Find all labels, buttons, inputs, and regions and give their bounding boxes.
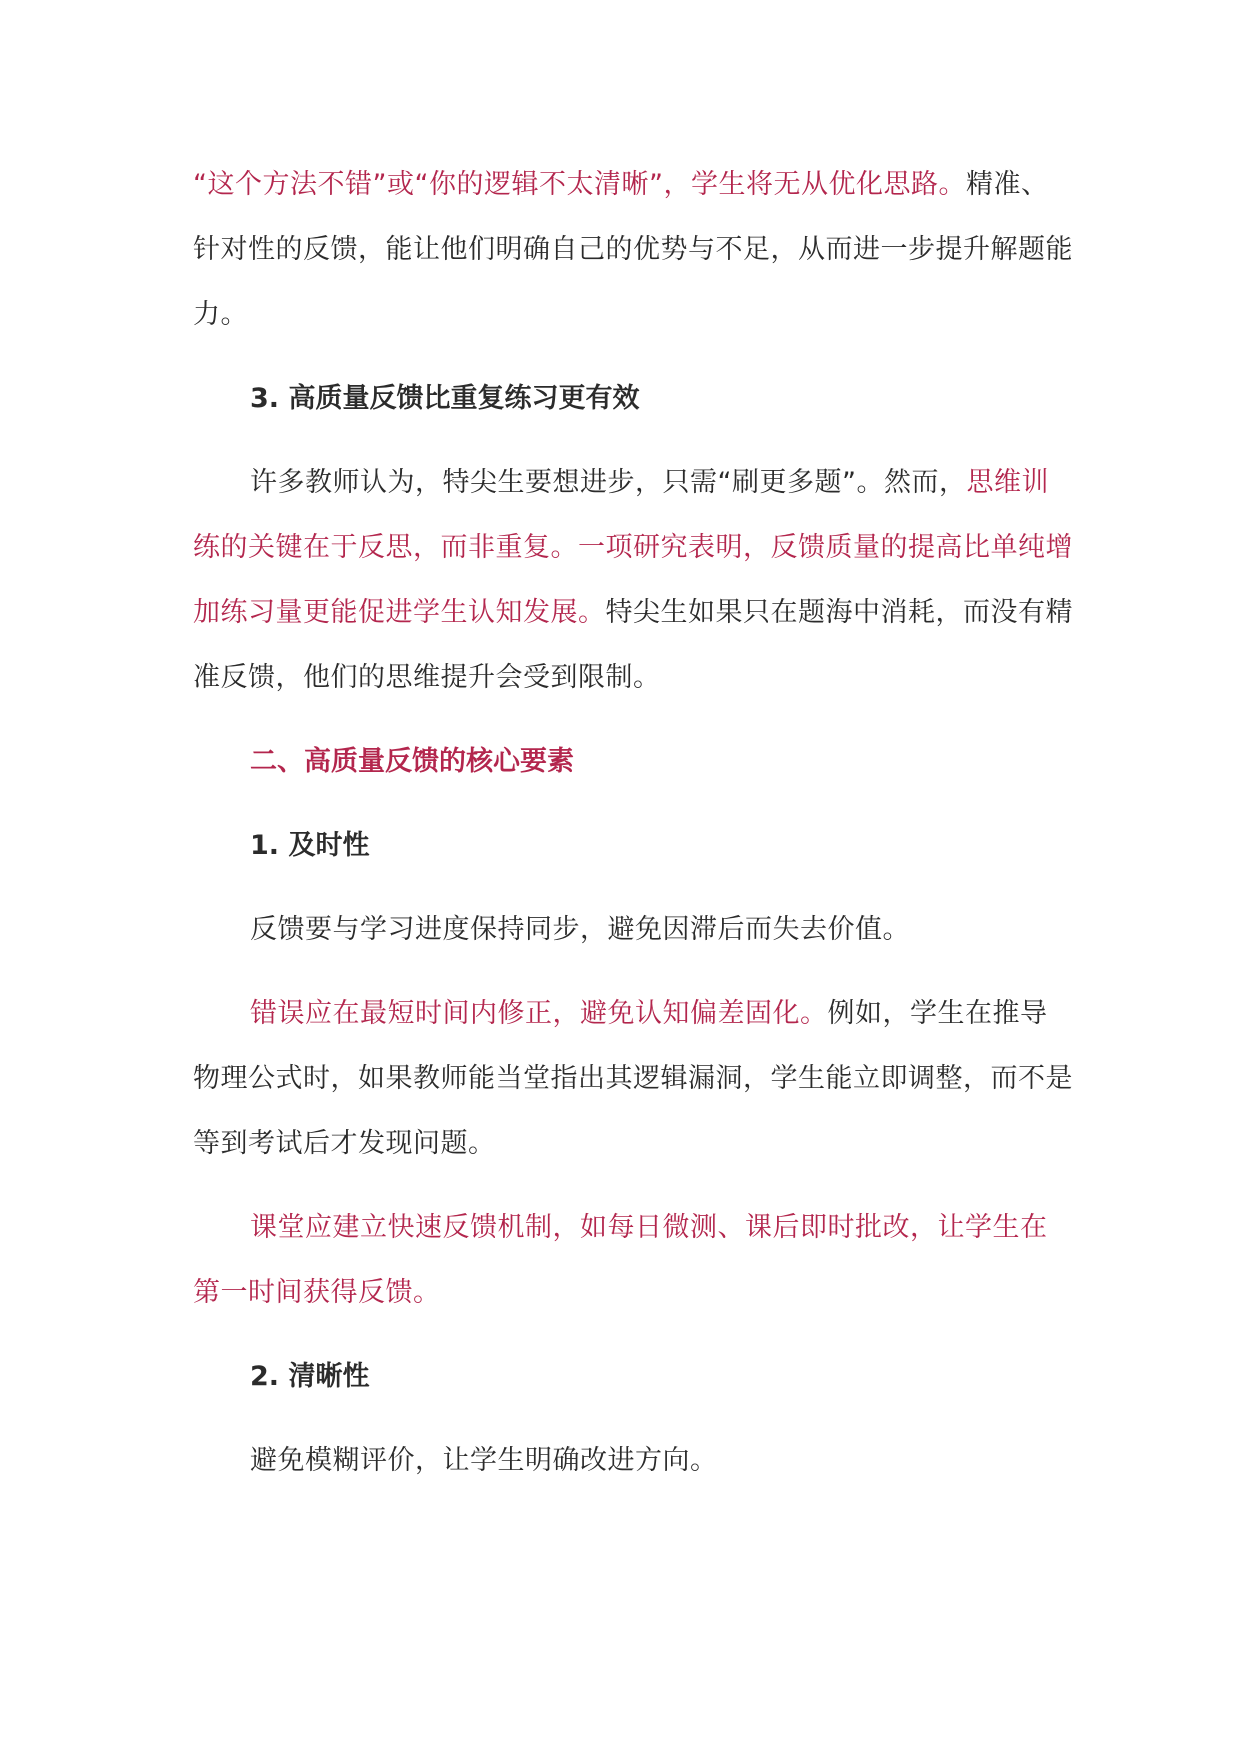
paragraph-clarity-intro: 避免模糊评价，让学生明确改进方向。 [250, 1445, 718, 1476]
heading-3-quality-vs-repetition: 3. 高质量反馈比重复练习更有效 [250, 383, 640, 414]
body-text: 例如，学生在推导物理公式时，如果教师能当堂指出其逻辑漏洞，学生能立即调整，而不是等到考试后才发现问题。 [193, 998, 1073, 1159]
heading-clarity: 2. 清晰性 [250, 1361, 370, 1392]
section-heading-core-elements: 二、高质量反馈的核心要素 [250, 746, 574, 777]
body-text: 许多教师认为，特尖生要想进步，只需“刷更多题”。然而， [250, 467, 967, 498]
document-page [193, 152, 1073, 1493]
body-text: 精准、针对性的反馈，能让他们明确自己的优势与不足，从而进一步提升解题能力。 [193, 169, 1073, 330]
paragraph-timeliness-intro: 反馈要与学习进度保持同步，避免因滞后而失去价值。 [250, 914, 910, 945]
paragraph-reflection [193, 450, 1073, 710]
heading-timeliness: 1. 及时性 [250, 830, 370, 861]
paragraph-error-correction [193, 981, 1073, 1176]
body-text: 特尖生如果只在题海中消耗，而没有精准反馈，他们的思维提升会受到限制。 [193, 597, 1073, 693]
highlighted-text: “这个方法不错”或“你的逻辑不太清晰”，学生将无从优化思路。 [193, 169, 966, 200]
highlighted-text: 思维训练的关键在于反思，而非重复。一项研究表明，反馈质量的提高比单纯增加练习量更能促进学生认知发展。 [193, 467, 1073, 628]
paragraph-feedback-mechanism: 课堂应建立快速反馈机制，如每日微测、课后即时批改，让学生在第一时间获得反馈。 [193, 1212, 1048, 1308]
paragraph-feedback-precision [193, 152, 1073, 347]
highlighted-text: 错误应在最短时间内修正，避免认知偏差固化。 [250, 998, 828, 1029]
